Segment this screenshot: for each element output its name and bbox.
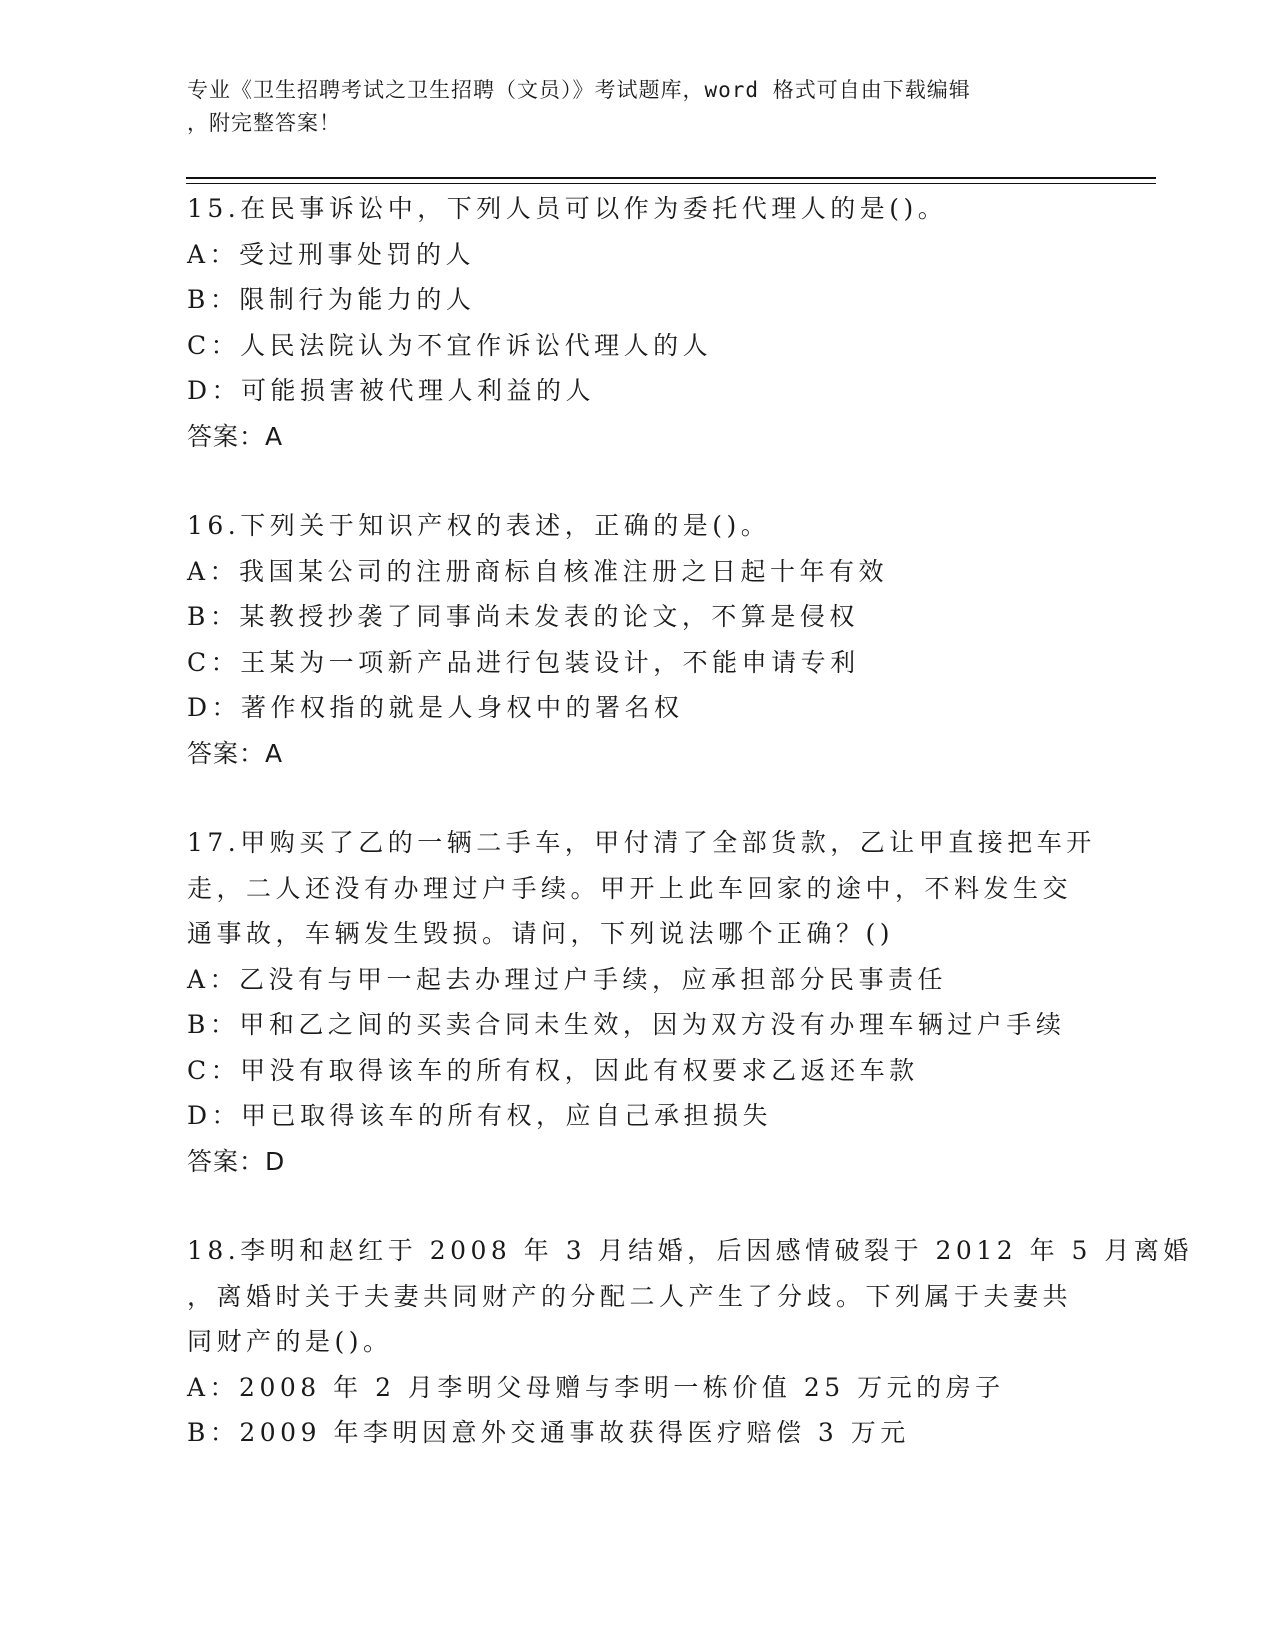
question-stem: 走，二人还没有办理过户手续。甲开上此车回家的途中，不料发生交 xyxy=(187,873,1073,903)
answer-option: D：著作权指的就是人身权中的署名权 xyxy=(187,693,684,722)
question-item xyxy=(187,503,1107,776)
answer-option: B：限制行为能力的人 xyxy=(187,285,476,314)
header-line-1: 专业《卫生招聘考试之卫生招聘（文员）》考试题库，word 格式可自由下载编辑 xyxy=(187,78,971,102)
answer-key: 答案：D xyxy=(187,1146,286,1176)
question-item xyxy=(187,1228,1193,1456)
question-stem: 16.下列关于知识产权的表述，正确的是()。 xyxy=(187,511,771,540)
answer-key: 答案：A xyxy=(187,421,284,451)
answer-option: D：可能损害被代理人利益的人 xyxy=(187,376,596,405)
answer-key: 答案：A xyxy=(187,738,284,768)
answer-option: A：我国某公司的注册商标自核准注册之日起十年有效 xyxy=(187,556,889,586)
header-divider-thin xyxy=(186,183,1156,184)
question-stem: ，离婚时关于夫妻共同财产的分配二人产生了分歧。下列属于夫妻共 xyxy=(187,1281,1073,1311)
header-line-2: ，附完整答案！ xyxy=(187,111,341,135)
answer-option: B：2009 年李明因意外交通事故获得医疗赔偿 3 万元 xyxy=(187,1418,910,1447)
answer-option: C：王某为一项新产品进行包装设计，不能申请专利 xyxy=(187,647,860,677)
answer-option: C：甲没有取得该车的所有权，因此有权要求乙返还车款 xyxy=(187,1055,919,1085)
document-header xyxy=(187,74,1087,140)
header-divider-thick xyxy=(186,177,1156,179)
question-stem: 15.在民事诉讼中，下列人员可以作为委托代理人的是()。 xyxy=(187,194,948,223)
question-list xyxy=(187,186,1193,1500)
answer-option: B：某教授抄袭了同事尚未发表的论文，不算是侵权 xyxy=(187,602,859,631)
answer-option: C：人民法院认为不宜作诉讼代理人的人 xyxy=(187,330,713,360)
question-stem: 17.甲购买了乙的一辆二手车，甲付清了全部货款，乙让甲直接把车开 xyxy=(187,828,1096,857)
question-item xyxy=(187,186,1107,459)
answer-option: A：2008 年 2 月李明父母赠与李明一栋价值 25 万元的房子 xyxy=(187,1372,1005,1402)
question-stem: 通事故，车辆发生毁损。请问，下列说法哪个正确？() xyxy=(187,919,895,948)
question-stem: 18.李明和赵红于 2008 年 3 月结婚，后因感情破裂于 2012 年 5 月离婚 xyxy=(187,1236,1193,1265)
answer-option: B：甲和乙之间的买卖合同未生效，因为双方没有办理车辆过户手续 xyxy=(187,1010,1066,1039)
answer-option: A：受过刑事处罚的人 xyxy=(187,239,476,269)
question-item xyxy=(187,820,1107,1184)
question-stem: 同财产的是()。 xyxy=(187,1327,393,1356)
answer-option: A：乙没有与甲一起去办理过户手续，应承担部分民事责任 xyxy=(187,964,948,994)
answer-option: D：甲已取得该车的所有权，应自己承担损失 xyxy=(187,1101,773,1130)
